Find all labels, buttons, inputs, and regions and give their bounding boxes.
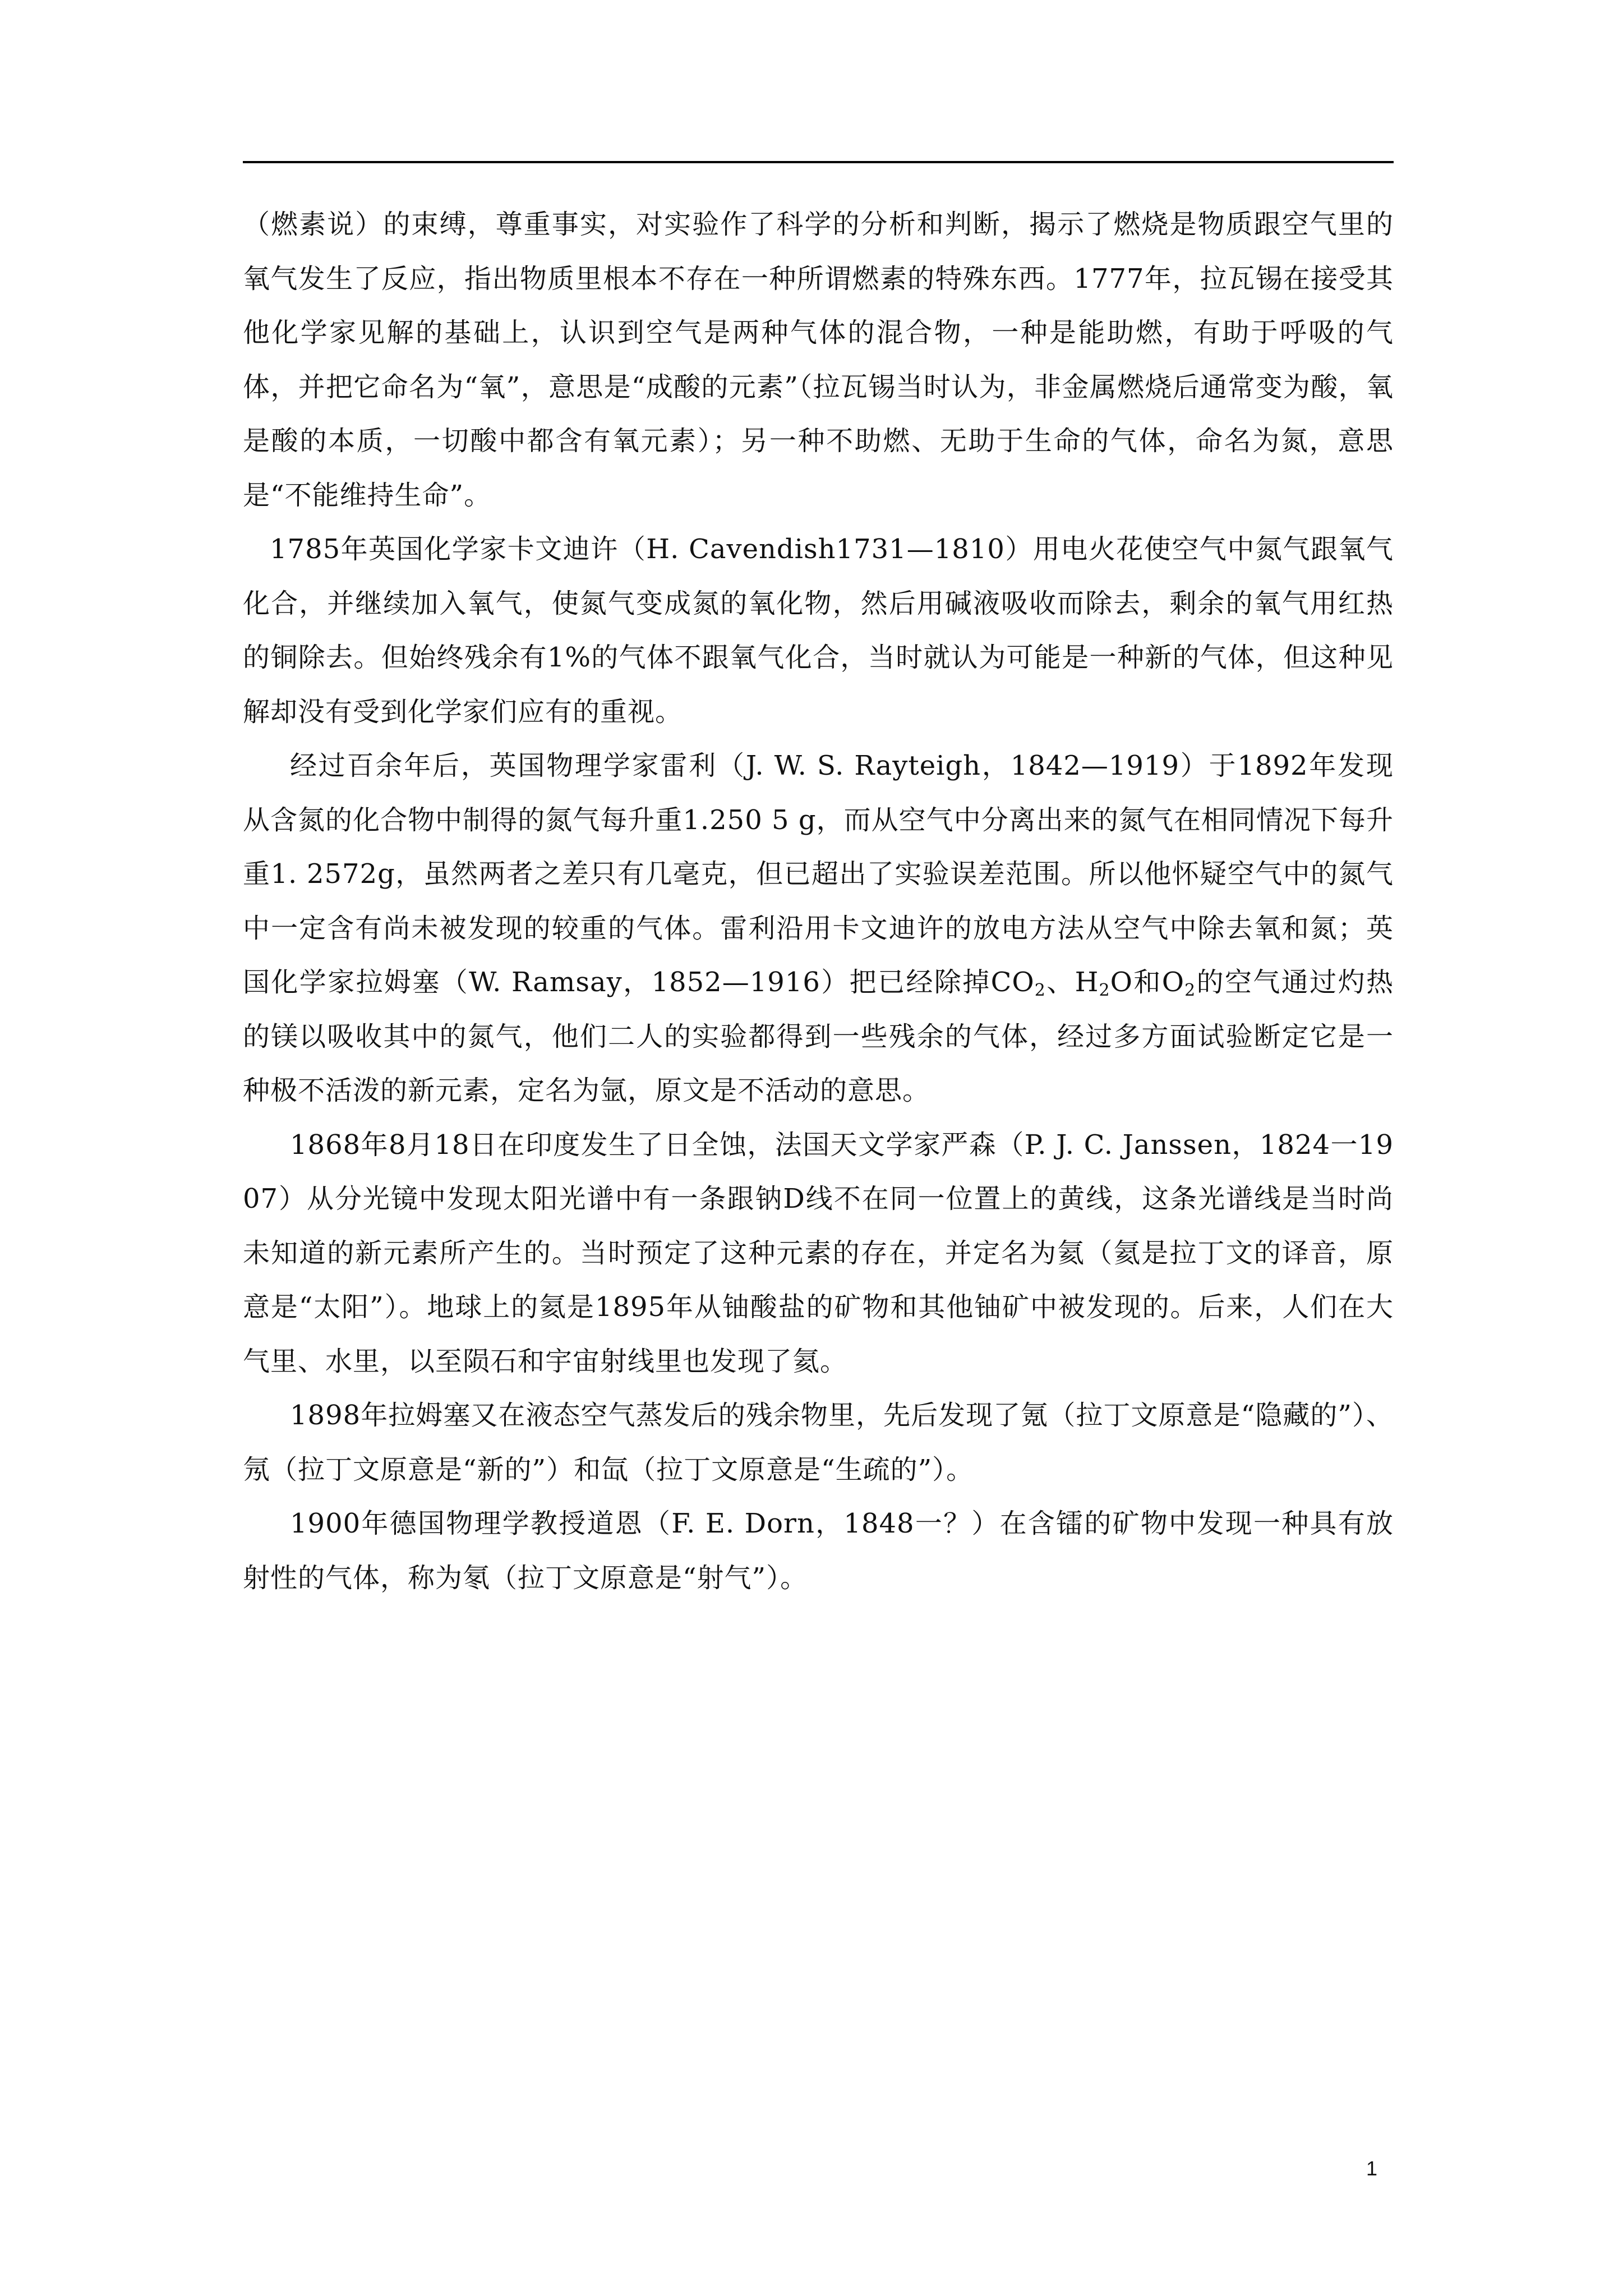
paragraph-3-text-b: 的空气通过灼热的镁以吸收其中的氮气，他们二人的实验都得到一些残余的气体，经过多方面试验断定它是一种极不活泼的新元素，定名为氩，原文是不活动的意思。 (243, 967, 1394, 1106)
paragraph-5: 1898年拉姆塞又在液态空气蒸发后的残余物里，先后发现了氪（拉丁文原意是“隐藏的”）、氖（拉丁文原意是“新的”）和氙（拉丁文原意是“生疏的”）。 (243, 1400, 1394, 1485)
formula-co2: $CO_2$ (990, 967, 1046, 1000)
header-rule (243, 161, 1394, 163)
paragraph-4: 1868年8月18日在印度发生了日全蚀，法国天文学家严森（P. J. C. Janssen，1824一1907）从分光镜中发现太阳光谱中有一条跟钠D线不在同一位置上的黄线，这条光谱线是当时尚未知道的新元素所产生的。当时预定了这种元素的存在，并定名为氦（氦是拉丁文的译音，原意是“太阳”）。地球上的氦是1895年从铀酸盐的矿物和其他铀矿中被发现的。后来，人们在大气里、水里，以至陨石和宇宙射线里也发现了氦。 (243, 1129, 1394, 1377)
paragraph-1: （燃素说）的束缚，尊重事实，对实验作了科学的分析和判断，揭示了燃烧是物质跟空气里的氧气发生了反应，指出物质里根本不存在一种所谓燃素的特殊东西。1777年，拉瓦锡在接受其他化学家见解的基础上，认识到空气是两种气体的混合物，一种是能助燃，有助于呼吸的气体，并把它命名为“氧”，意思是“成酸的元素”（拉瓦锡当时认为，非金属燃烧后通常变为酸，氧是酸的本质，一切酸中都含有氧元素）；另一种不助燃、无助于生命的气体，命名为氮，意思是“不能维持生命”。 (243, 209, 1394, 511)
page-number: 1 (1366, 2157, 1378, 2180)
paragraph-2: 1785年英国化学家卡文迪许（H. Cavendish1731—1810）用电火花使空气中氮气跟氧气化合，并继续加入氧气，使氮气变成氮的氧化物，然后用碱液吸收而除去，剩余的氧气用红热的铜除去。但始终残余有1%的气体不跟氧气化合，当时就认为可能是一种新的气体，但这种见解却没有受到化学家们应有的重视。 (243, 533, 1394, 728)
formula-h2o: $H_2O$ (1075, 967, 1133, 1000)
formula-o2: $O_2$ (1161, 967, 1196, 1000)
paragraph-3-text-a: 经过百余年后，英国物理学家雷利（J. W. S. Rayteigh，1842—1919）于1892年发现从含氮的化合物中制得的氮气每升重1.250 5 g，而从空气中分离出来的氮气在相同情况下每升重1. 2572g，虽然两者之差只有几毫克，但已超出了实验误差范围。所以他怀疑空气中的氮气中一定含有尚未被发现的较重的气体。雷利沿用卡文迪许的放电方法从空气中除去氧和氮；英国化学家拉姆塞（W. Ramsay，1852—1916）把已经除掉 (243, 750, 1394, 998)
paragraph-6: 1900年德国物理学教授道恩（F. E. Dorn，1848一？）在含镭的矿物中发现一种具有放射性的气体，称为氡（拉丁文原意是“射气”）。 (243, 1508, 1394, 1594)
paragraph-3: 经过百余年后，英国物理学家雷利（J. W. S. Rayteigh，1842—1919）于1892年发现从含氮的化合物中制得的氮气每升重1.250 5 g，而从空气中分离出来的氮气在相同情况下每升重1. 2572g，虽然两者之差只有几毫克，但已超出了实验误差范围。所以他怀疑空气中的氮气中一定含有尚未被发现的较重的气体。雷利沿用卡文迪许的放电方法从空气中除去氧和氮；英国化学家拉姆塞（W. Ramsay，1852—1916）把已经除掉$CO_2$、$H_2O$和$O_2$的空气通过灼热的镁以吸收其中的氮气，他们二人的实验都得到一些残余的气体，经过多方面试验断定它是一种极不活泼的新元素，定名为氩，原文是不活动的意思。 (243, 750, 1394, 1106)
document-body (243, 197, 1394, 1605)
